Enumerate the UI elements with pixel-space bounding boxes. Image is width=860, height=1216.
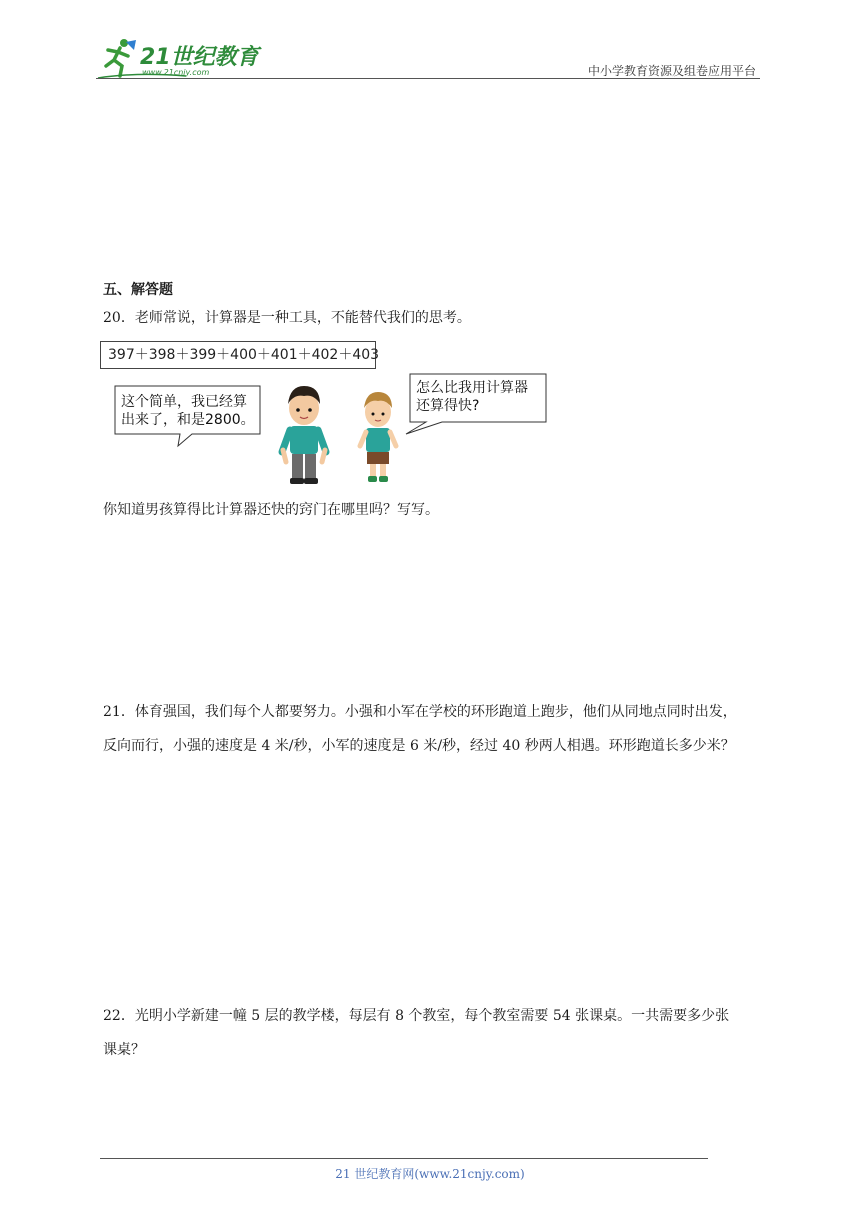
site-logo bbox=[96, 36, 266, 80]
kid-speech-text bbox=[416, 379, 528, 415]
question-20-text: 20．老师常说，计算器是一种工具，不能替代我们的思考。 bbox=[103, 310, 471, 326]
footer-divider bbox=[100, 1158, 708, 1159]
logo-url: www.21cnjy.com bbox=[142, 68, 210, 77]
question-20-prompt: 你知道男孩算得比计算器还快的窍门在哪里吗？写写。 bbox=[103, 502, 439, 518]
boy-figure bbox=[282, 386, 326, 484]
boy-speech-line-1: 这个简单，我已经算 bbox=[121, 394, 247, 410]
logo-text: 21世纪教育 bbox=[140, 45, 259, 70]
section-title: 五、解答题 bbox=[103, 282, 173, 298]
question-22-line-2: 课桌？ bbox=[103, 1042, 145, 1058]
question-21-line-1: 21．体育强国，我们每个人都要努力。小强和小军在学校的环形跑道上跑步，他们从同地点同时出发， bbox=[103, 704, 737, 720]
footer-site-link[interactable]: 21 世纪教育网(www.21cnjy.com) bbox=[335, 1167, 525, 1181]
boy-speech-text bbox=[121, 393, 255, 429]
kid-speech-line-1: 怎么比我用计算器 bbox=[416, 380, 528, 396]
kid-figure bbox=[360, 392, 396, 482]
question-21-line-2: 反向而行，小强的速度是 4 米/秒，小军的速度是 6 米/秒，经过 40 秒两人相遇。环形跑道长多少米？ bbox=[103, 738, 735, 754]
header-divider bbox=[96, 78, 760, 79]
question-22-line-1: 22．光明小学新建一幢 5 层的教学楼，每层有 8 个教室，每个教室需要 54 张课桌。一共需要多少张 bbox=[103, 1008, 730, 1024]
boy-speech-line-2: 出来了，和是2800。 bbox=[121, 412, 255, 428]
kid-speech-line-2: 还算得快? bbox=[416, 398, 480, 414]
expression-box: 397＋398＋399＋400＋401＋402＋403 bbox=[100, 341, 376, 369]
header-platform-text: 中小学教育资源及组卷应用平台 bbox=[587, 64, 756, 78]
